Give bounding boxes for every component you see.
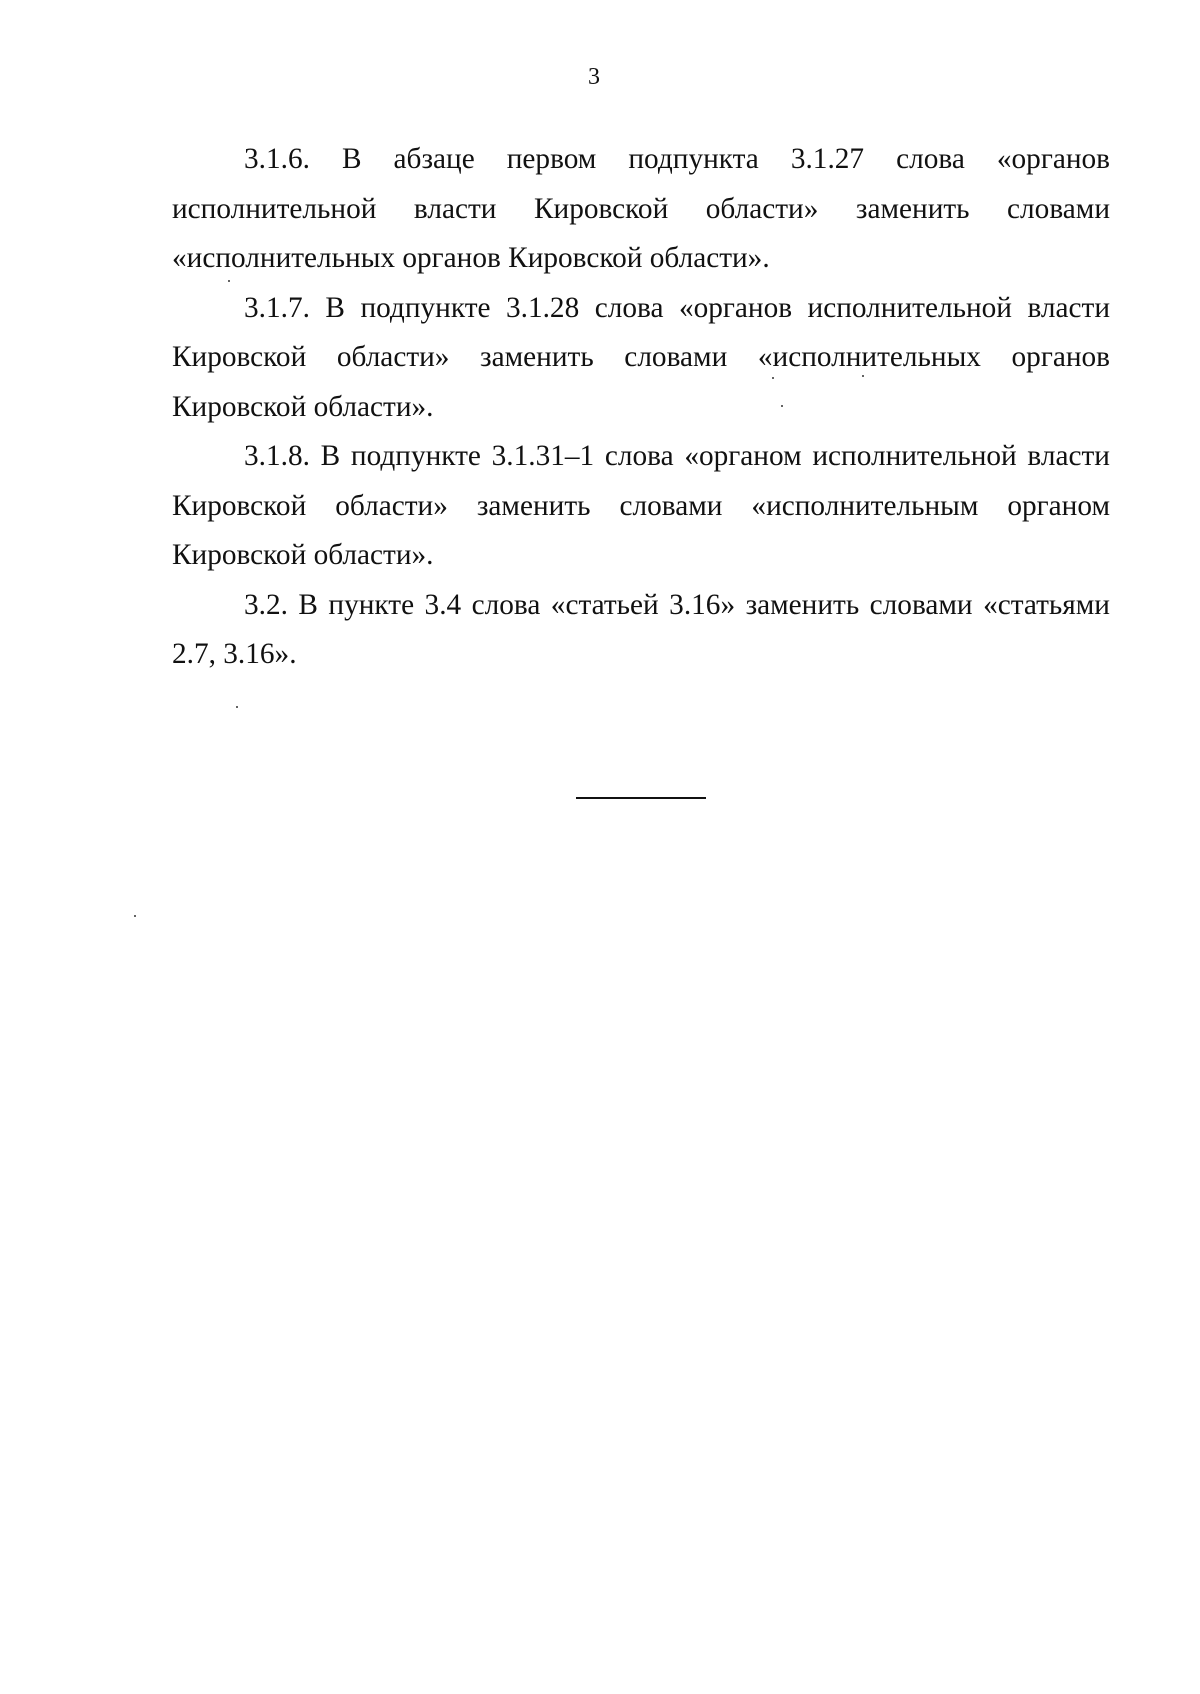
- paragraph-3-2: 3.2. В пункте 3.4 слова «статьей 3.16» заменить словами «статьями 2.7, 3.16».: [172, 588, 1110, 670]
- scan-speck: [236, 706, 238, 708]
- paragraph-3-1-8: 3.1.8. В подпункте 3.1.31–1 слова «органом исполнительной власти Кировской области» заменить словами «исполнительным органом Кировской области».: [172, 440, 1110, 571]
- scan-speck: [228, 280, 230, 282]
- page-number: 3: [588, 64, 600, 90]
- paragraph-3-1-6: 3.1.6. В абзаце первом подпункта 3.1.27 слова «органов исполнительной власти Кировской области» заменить словами «исполнительных органов Кировской области».: [172, 143, 1110, 274]
- scan-speck: [134, 915, 136, 917]
- scan-speck: [862, 375, 864, 377]
- scan-speck: [781, 405, 783, 407]
- scan-speck: [772, 377, 774, 379]
- document-body: [172, 135, 1110, 680]
- paragraph-3-1-7: 3.1.7. В подпункте 3.1.28 слова «органов исполнительной власти Кировской области» заменить словами «исполнительных органов Кировской области».: [172, 291, 1110, 423]
- end-of-text-divider: [576, 797, 706, 799]
